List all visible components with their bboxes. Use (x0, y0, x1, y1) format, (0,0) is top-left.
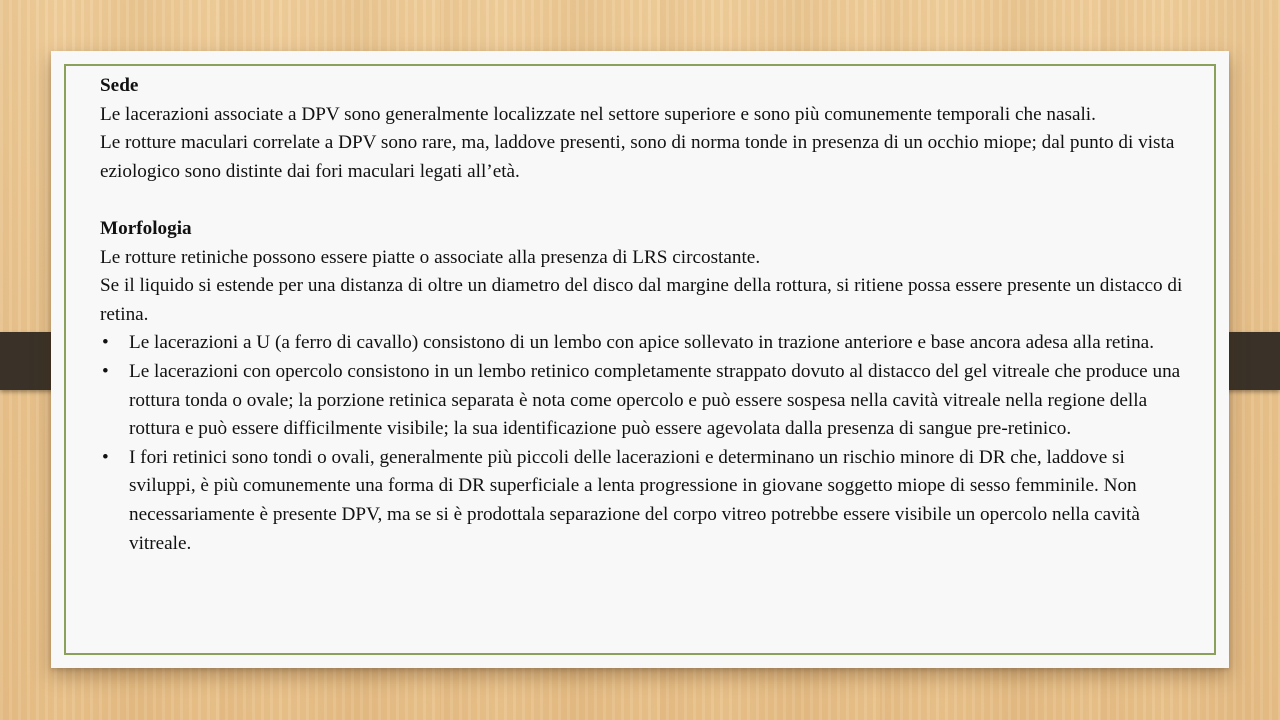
heading-sede: Sede (100, 75, 139, 96)
list-item (100, 358, 1185, 444)
paragraph-morfologia-liquido: Se il liquido si estende per una distanza di oltre un diametro del disco dal margine della rottura, si ritiene possa essere presente un distacco di retina. (100, 275, 1183, 325)
section-spacer (100, 186, 1185, 215)
slide-content (100, 72, 1185, 558)
slide-paper (51, 51, 1229, 668)
list-item (100, 444, 1185, 558)
bullet-text: Le lacerazioni con opercolo consistono in un lembo retinico completamente strappato dovuto al distacco del gel vitreale che produce una rottura tonda o ovale; la porzione retinica separata è nota come opercolo e può essere sospesa nella cavità vitreale nella regione della rottura e può essere difficilmente visibile; la sua identificazione può essere agevolata dalla presenza di sangue pre-retinico. (129, 360, 1181, 440)
bullet-icon: • (102, 446, 109, 468)
morfologia-bullet-list (100, 329, 1185, 558)
heading-morfologia: Morfologia (100, 217, 192, 239)
paragraph-sede-lacerazioni: Le lacerazioni associate a DPV sono generalmente localizzate nel settore superiore e sono più comunemente temporali che nasali. (100, 103, 1096, 125)
paragraph-sede-rotture-maculari: Le rotture maculari correlate a DPV sono rare, ma, laddove presenti, sono di norma tonde in presenza di un occhio miope; dal punto di vista eziologico sono distinte dai fori maculari legati all’età. (100, 132, 1175, 182)
bullet-text: Le lacerazioni a U (a ferro di cavallo) consistono di un lembo con apice sollevato in trazione anteriore e base ancora adesa alla retina. (129, 332, 1154, 354)
list-item (100, 329, 1185, 358)
bullet-text: I fori retinici sono tondi o ovali, generalmente più piccoli delle lacerazioni e determinano un rischio minore di DR che, laddove si sviluppi, è più comunemente una forma di DR superficiale a lenta progressione in giovane soggetto miope di sesso femminile. Non necessariamente è presente DPV, ma se si è prodottala separazione del corpo vitreo potrebbe essere visibile un opercolo nella cavità vitreale. (129, 446, 1140, 554)
paragraph-morfologia-rotture: Le rotture retiniche possono essere piatte o associate alla presenza di LRS circostante. (100, 246, 761, 268)
bullet-icon: • (102, 360, 109, 382)
bullet-icon: • (102, 332, 109, 354)
